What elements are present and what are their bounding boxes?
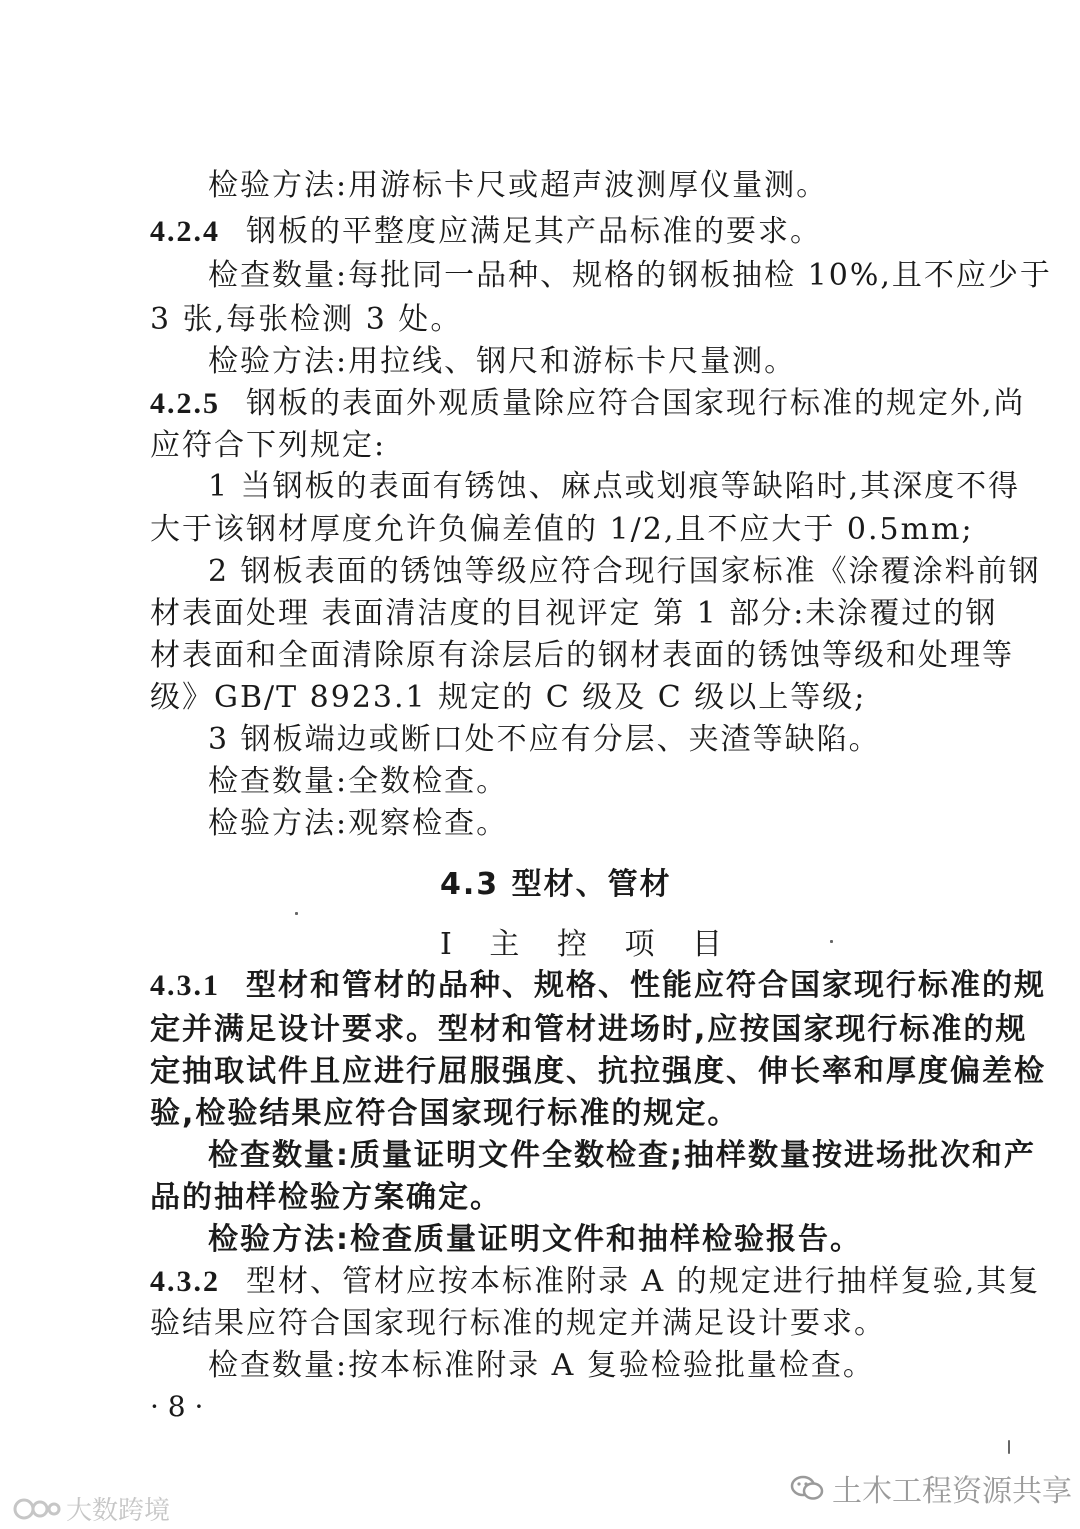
text-line: 3 钢板端边或断口处不应有分层、夹渣等缺陷。 <box>208 722 881 757</box>
scan-speck <box>295 912 298 915</box>
text-line: 定并满足设计要求。型材和管材进场时,应按国家现行标准的规 <box>150 1012 1028 1047</box>
clause-4-3-2 <box>150 1262 1040 1302</box>
clause-number: 4.3.1 <box>150 969 220 1002</box>
subsection-heading: Ⅰ 主 控 项 目 <box>440 927 736 962</box>
watermark-right <box>790 1466 1072 1510</box>
text-line: 应符合下列规定: <box>150 428 387 463</box>
watermark-left <box>12 1490 170 1527</box>
watermark-text: 土木工程资源共享 <box>832 1474 1072 1509</box>
clause-4-2-5 <box>150 384 1026 424</box>
clause-text: 型材、管材应按本标准附录 A 的规定进行抽样复验,其复 <box>246 1264 1041 1299</box>
text-line: 检验方法:观察检查。 <box>208 806 509 841</box>
text-line: 1 当钢板的表面有锈蚀、麻点或划痕等缺陷时,其深度不得 <box>208 469 1021 504</box>
section-heading: 4.3 型材、管材 <box>440 867 672 902</box>
wechat-icon <box>790 1474 824 1502</box>
text-line: 验结果应符合国家现行标准的规定并满足设计要求。 <box>150 1306 886 1341</box>
clause-number: 4.2.5 <box>150 387 220 420</box>
text-line: 检查数量:质量证明文件全数检查;抽样数量按进场批次和产 <box>208 1138 1036 1173</box>
watermark-text: 大数跨境 <box>66 1496 171 1526</box>
text-line: 3 张,每张检测 3 处。 <box>150 302 463 337</box>
clause-text: 钢板的平整度应满足其产品标准的要求。 <box>246 214 822 249</box>
text-line: 品的抽样检验方案确定。 <box>150 1180 502 1215</box>
scan-speck <box>830 940 833 943</box>
watermark-logo-icon <box>12 1496 62 1522</box>
text-line: 2 钢板表面的锈蚀等级应符合现行国家标准《涂覆涂料前钢 <box>208 554 1041 589</box>
text-line: 检查数量:按本标准附录 A 复验检验批量检查。 <box>208 1348 875 1383</box>
clause-text: 钢板的表面外观质量除应符合国家现行标准的规定外,尚 <box>246 386 1026 421</box>
text-line: 材表面处理 表面清洁度的目视评定 第 1 部分:未涂覆过的钢 <box>150 596 998 631</box>
clause-text: 型材和管材的品种、规格、性能应符合国家现行标准的规 <box>246 968 1046 1003</box>
scan-speck <box>1008 1440 1010 1454</box>
text-line: 定抽取试件且应进行屈服强度、抗拉强度、伸长率和厚度偏差检 <box>150 1054 1046 1089</box>
text-line: 检验方法:用游标卡尺或超声波测厚仪量测。 <box>208 168 829 203</box>
text-line: 检查数量:全数检查。 <box>208 764 509 799</box>
clause-4-3-1 <box>150 966 1046 1006</box>
clause-number: 4.3.2 <box>150 1265 220 1298</box>
text-line: 级》GB/T 8923.1 规定的 C 级及 C 级以上等级; <box>150 680 867 715</box>
text-line: 检验方法:用拉线、钢尺和游标卡尺量测。 <box>208 344 797 379</box>
clause-4-2-4 <box>150 212 822 252</box>
text-line: 检验方法:检查质量证明文件和抽样检验报告。 <box>208 1222 862 1257</box>
text-line: 检查数量:每批同一品种、规格的钢板抽检 10%,且不应少于 <box>208 258 1052 293</box>
page-number: · 8 · <box>150 1390 204 1423</box>
clause-number: 4.2.4 <box>150 215 220 248</box>
text-line: 大于该钢材厚度允许负偏差值的 1/2,且不应大于 0.5mm; <box>150 512 974 547</box>
text-line: 验,检验结果应符合国家现行标准的规定。 <box>150 1096 740 1131</box>
text-line: 材表面和全面清除原有涂层后的钢材表面的锈蚀等级和处理等 <box>150 638 1014 673</box>
